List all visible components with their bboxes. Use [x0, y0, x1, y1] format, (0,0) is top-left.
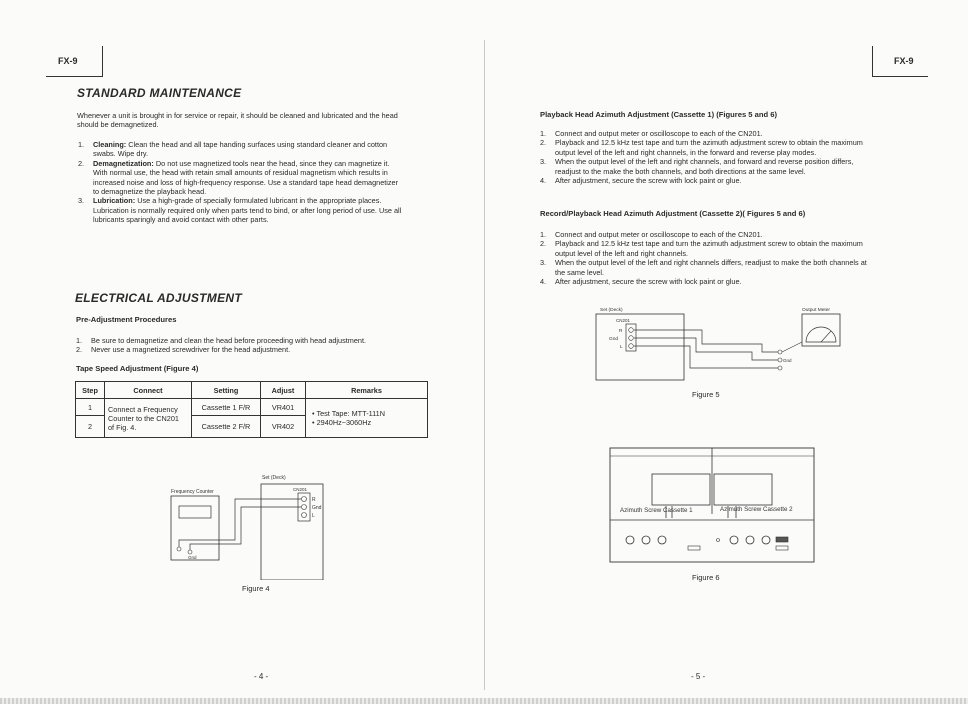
fig5-set-deck-label: Set (Deck) — [600, 308, 623, 313]
figure6-diagram — [608, 446, 818, 566]
fig4-r-label: R — [312, 497, 316, 503]
page-code-right: FX-9 — [894, 56, 914, 66]
term: Cleaning: — [93, 140, 127, 149]
fig5-wire — [634, 346, 778, 368]
fig6-cassette1-window — [652, 474, 710, 505]
pb-azimuth-title: Playback Head Azimuth Adjustment (Cassette 1) (Figures 5 and 6) — [540, 110, 778, 119]
fig6-slider — [688, 546, 700, 550]
pre-adjustment-list — [76, 336, 456, 355]
fig5-wire — [634, 338, 778, 360]
fig4-counter-display — [179, 506, 211, 518]
figure5-caption: Figure 5 — [692, 390, 720, 399]
list-item: 2. Playback and 12.5 kHz test tape and turn the azimuth adjustment screw to obtain the maximum output level of the left and right channels. — [540, 239, 863, 258]
list-item: 2. Demagnetization: Do not use magnetized tools near the head, since they can magnetize it. With normal use, the head with retain small amounts of residual magnetism which results in increased noise and loss of high-frequency response. Use a standard tape head demagnetizer to demagnetize the playback head. — [78, 158, 399, 197]
fig5-gnd-label: Gnd — [609, 337, 619, 342]
fig4-frequency-counter-box — [171, 496, 219, 560]
tape-speed-table — [75, 381, 428, 438]
figure5-diagram — [592, 302, 842, 384]
fig5-terminal — [778, 350, 782, 354]
maintenance-list — [78, 140, 450, 225]
fig4-terminal — [177, 547, 181, 551]
fig5-wire — [782, 342, 802, 352]
rec-azimuth-list — [540, 230, 912, 286]
header-rule-left-vertical — [102, 46, 103, 77]
step-cell: 2 — [76, 416, 105, 438]
fig6-label-cassette2: Azimuth Screw Cassette 2 — [720, 506, 793, 513]
fig5-meter-dial — [806, 327, 836, 342]
tape-speed-title: Tape Speed Adjustment (Figure 4) — [76, 364, 199, 373]
fig5-cn201-label: CN201 — [616, 318, 631, 323]
list-item: 3. When the output level of the left and right channels, and forward and reverse position differs, readjust to the make the both channels, and both directions at the same level. — [540, 157, 854, 176]
fig6-button — [762, 536, 770, 544]
figure6-caption: Figure 6 — [692, 573, 720, 582]
term: Demagnetization: — [93, 158, 154, 168]
fig4-gnd-label: Gnd — [312, 505, 322, 511]
fig6-label-cassette1: Azimuth Screw Cassette 1 — [620, 507, 693, 514]
fig6-button — [626, 536, 634, 544]
list-item: 2. Playback and 12.5 kHz test tape and turn the azimuth adjustment screw to obtain the maximum output level of the left and right channels, in the forward and reverse play modes. — [540, 138, 863, 157]
page-number-left: - 4 - — [254, 672, 269, 681]
intro-line: Whenever a unit is brought in for service or repair, it should be cleaned and lubricated and the head — [77, 111, 398, 120]
pre-adjustment-title: Pre-Adjustment Procedures — [76, 315, 177, 324]
fig5-terminal — [778, 366, 782, 370]
term: Lubrication: — [93, 196, 136, 206]
adjust-cell: VR401 — [261, 399, 306, 416]
fig6-cassette2-window — [714, 474, 772, 505]
fig5-gnd2-label: Gnd — [783, 358, 792, 363]
adjust-cell: VR402 — [261, 416, 306, 438]
list-item: 4. After adjustment, secure the screw with lock paint or glue. — [540, 176, 742, 186]
list-item: 1. Be sure to demagnetize and clean the head before proceeding with head adjustment. — [76, 336, 367, 345]
fig4-pin — [302, 513, 307, 518]
table-header-row — [76, 382, 428, 399]
right-page — [484, 0, 968, 704]
col-header: Connect — [105, 382, 192, 399]
list-item: 1. Cleaning: Clean the head and all tape handing surfaces using standard cleaner and cotton swabs. Wipe dry. — [78, 140, 388, 159]
maintenance-intro — [77, 111, 447, 130]
fig6-switch — [776, 537, 788, 542]
fig5-wire — [634, 330, 778, 352]
col-header: Adjust — [261, 382, 306, 399]
col-header: Step — [76, 382, 105, 399]
fig6-button — [658, 536, 666, 544]
fig6-slider — [776, 546, 788, 550]
step-cell: 1 — [76, 399, 105, 416]
section-title-standard-maintenance: STANDARD MAINTENANCE — [77, 86, 242, 100]
pb-azimuth-list — [540, 129, 910, 185]
fig5-pin — [629, 344, 634, 349]
list-item: 1. Connect and output meter or oscilloscope to each of the CN201. — [540, 129, 763, 138]
fig4-frequency-counter-label: Frequency Counter — [171, 489, 214, 495]
fig5-l-label: L — [620, 345, 623, 350]
fig4-set-deck-label: Set (Deck) — [262, 475, 286, 481]
rec-azimuth-title: Record/Playback Head Azimuth Adjustment (Cassette 2)( Figures 5 and 6) — [540, 209, 806, 218]
fig4-pin — [302, 505, 307, 510]
list-item: 2. Never use a magnetized screwdriver for the head adjustment. — [76, 345, 291, 355]
figure4-caption: Figure 4 — [242, 584, 270, 593]
setting-cell: Cassette 2 F/R — [192, 416, 261, 438]
fig6-indicator — [717, 539, 720, 542]
fig4-wire — [190, 507, 301, 550]
remarks-cell: • Test Tape: MTT-111N • 2940Hz~3060Hz — [306, 399, 428, 438]
figure4-diagram — [165, 470, 345, 580]
fig4-terminal — [188, 550, 192, 554]
list-item: 1. Connect and output meter or oscilloscope to each of the CN201. — [540, 230, 763, 239]
intro-line: should be demagnetized. — [77, 120, 159, 130]
fig6-button — [642, 536, 650, 544]
fig6-button — [746, 536, 754, 544]
fig4-l-label: L — [312, 513, 315, 519]
list-item: 3. Lubrication: Use a high-grade of specially formulated lubricant in the appropriate places. Lubrication is normally required only when parts tend to bind, or after long period of use. Use all lubricants sparingly and avoid contact with other parts. — [78, 196, 402, 225]
list-item: 3. When the output level of the left and right channels differs, readjust to make the both channels at the same level. — [540, 258, 867, 277]
fig5-connector — [626, 324, 636, 351]
fig5-pin — [629, 328, 634, 333]
fig5-output-meter-box — [802, 314, 840, 346]
fig6-button — [730, 536, 738, 544]
header-rule-right — [872, 76, 928, 77]
fig5-pin — [629, 336, 634, 341]
fig4-pin — [302, 497, 307, 502]
header-rule-left — [46, 76, 102, 77]
col-header: Remarks — [306, 382, 428, 399]
fig5-meter-needle — [821, 331, 831, 342]
setting-cell: Cassette 1 F/R — [192, 399, 261, 416]
fig4-cn201-label: CN201 — [293, 487, 308, 492]
scan-edge — [0, 698, 968, 704]
fig5-set-deck-box — [596, 314, 684, 380]
table-row — [76, 399, 428, 416]
page-number-right: - 5 - — [691, 672, 706, 681]
section-title-electrical-adjustment: ELECTRICAL ADJUSTMENT — [75, 291, 242, 305]
page-code-left: FX-9 — [58, 56, 78, 66]
fig5-terminal — [778, 358, 782, 362]
col-header: Setting — [192, 382, 261, 399]
connect-cell: Connect a Frequency Counter to the CN201 of Fig. 4. — [105, 399, 192, 438]
fig4-gnd2-label: Gnd — [188, 555, 197, 560]
header-rule-right-vertical — [872, 46, 873, 77]
fig5-r-label: R — [619, 329, 623, 334]
list-item: 4. After adjustment, secure the screw with lock paint or glue. — [540, 277, 742, 287]
fig5-output-meter-label: Output Meter — [802, 308, 830, 313]
